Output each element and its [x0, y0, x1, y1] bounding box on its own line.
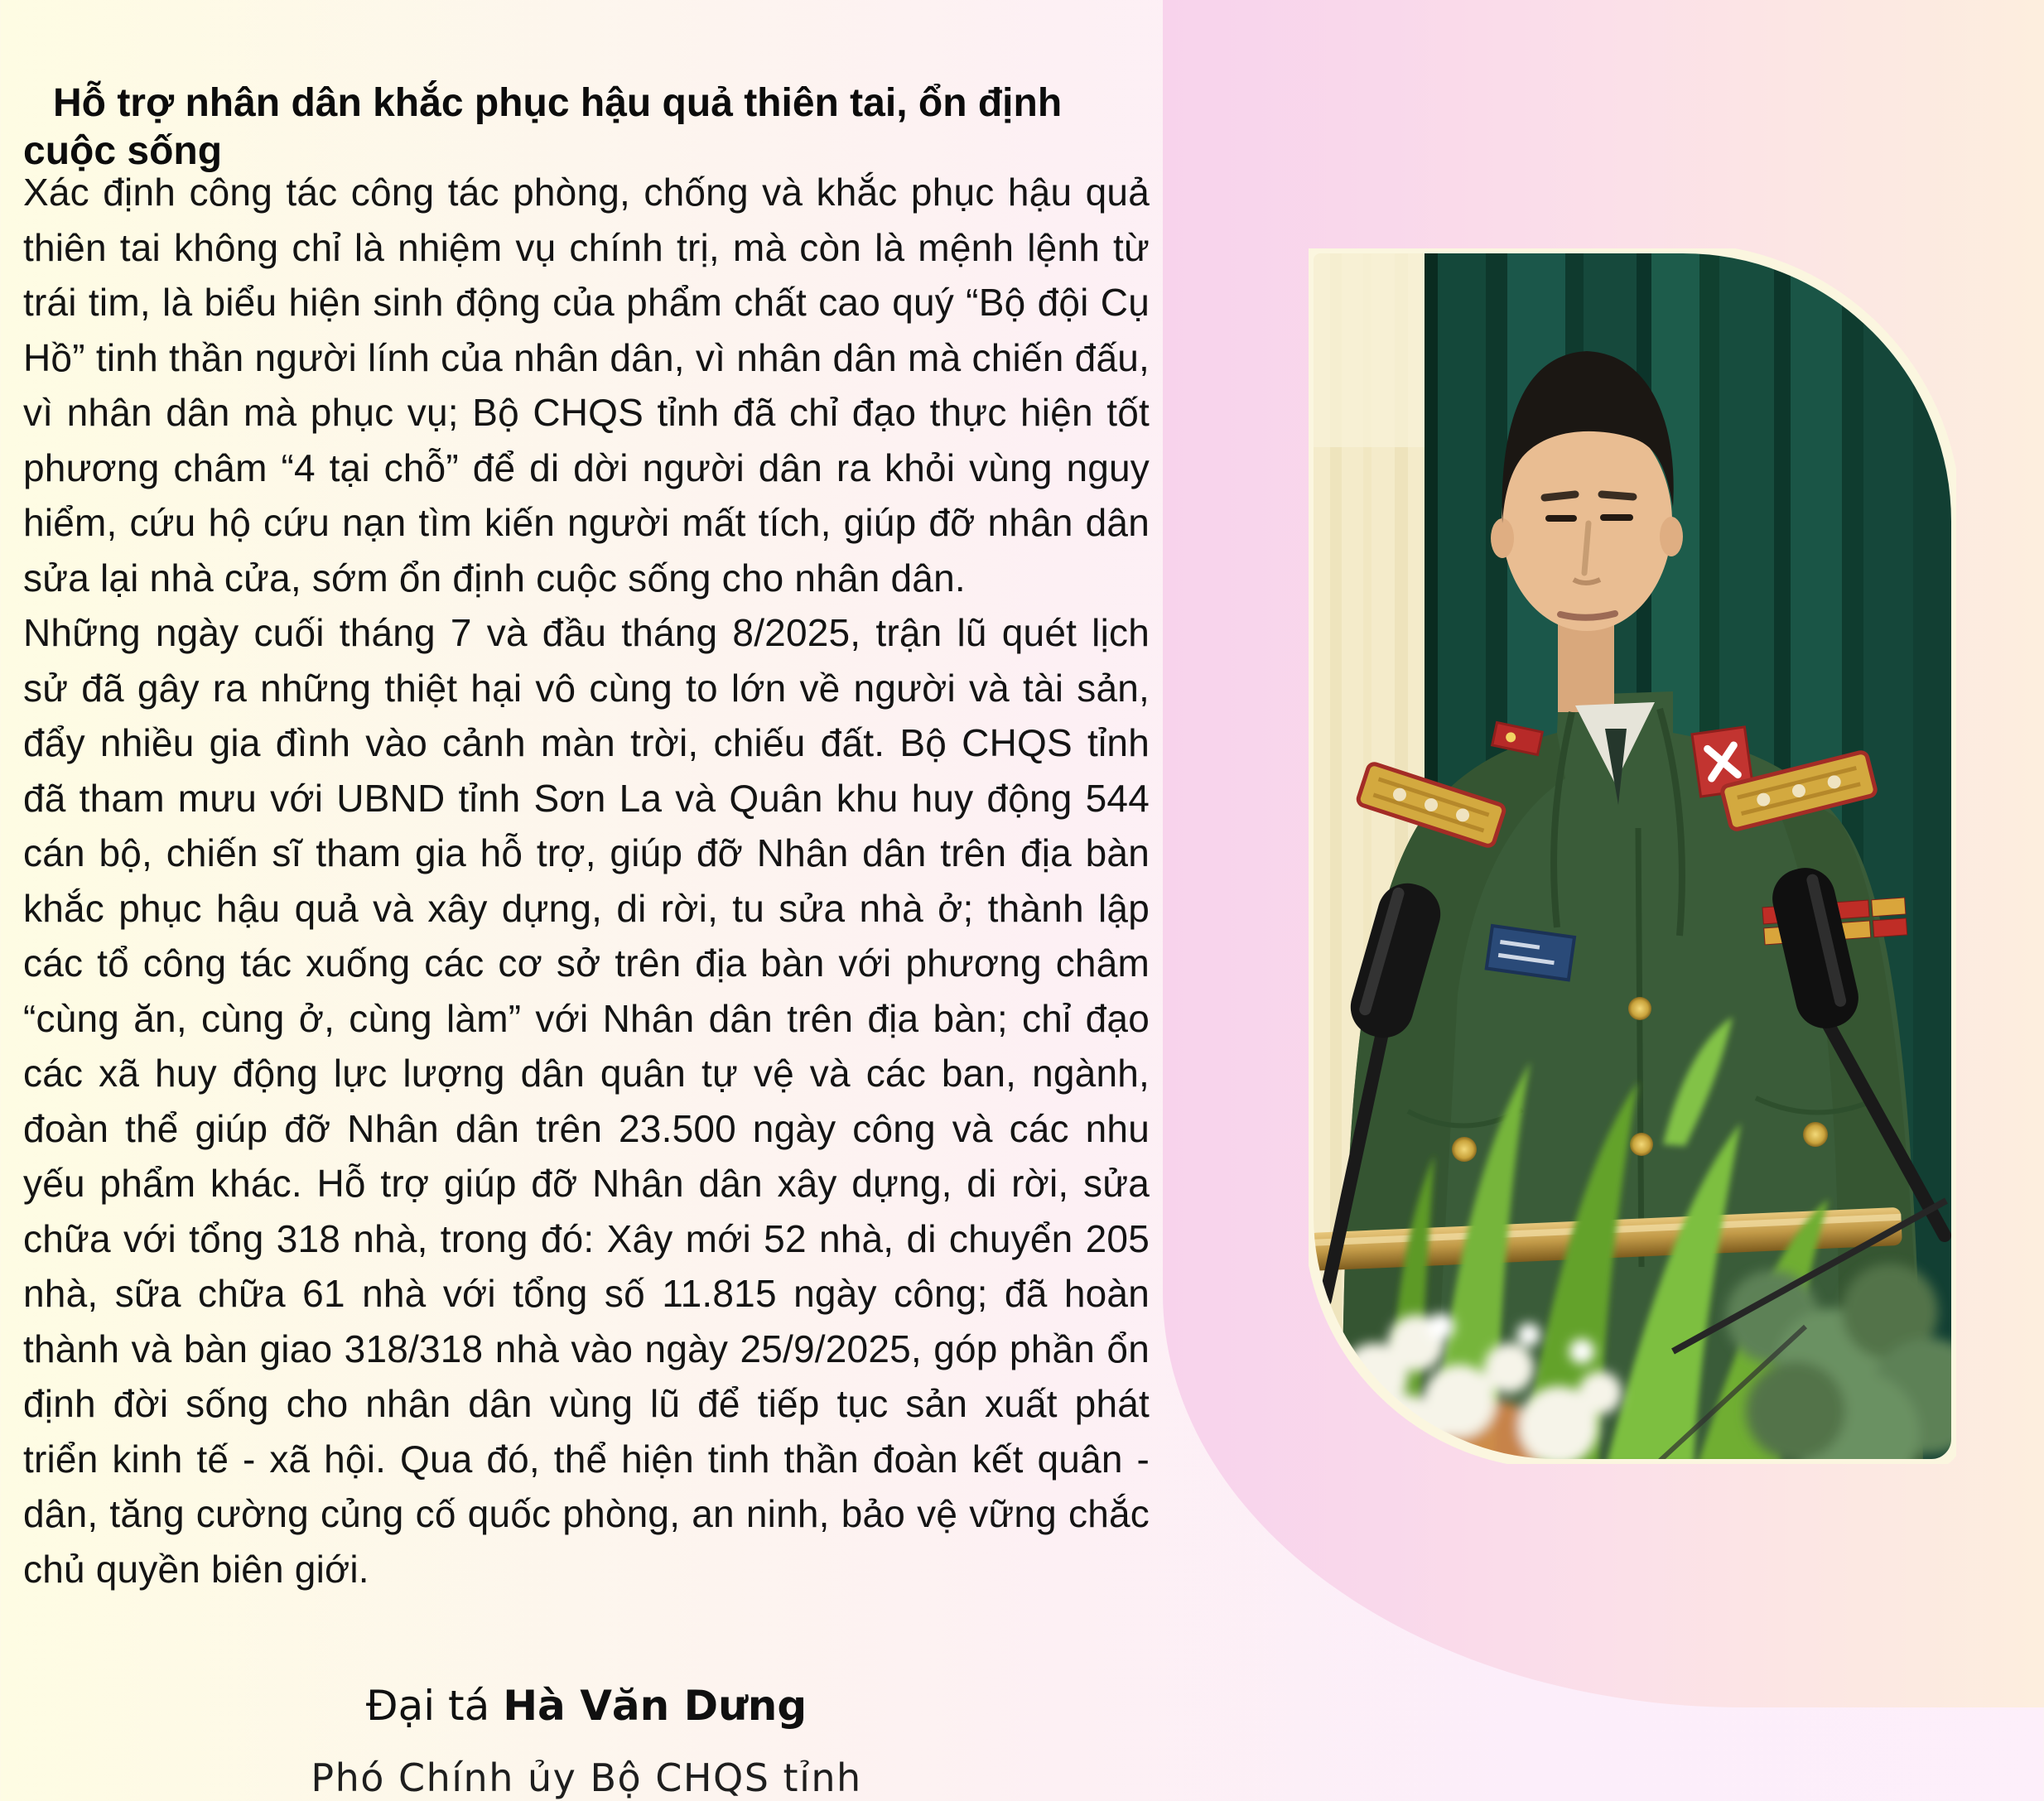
name-badge [1487, 926, 1574, 980]
uniform-button [1803, 1122, 1828, 1147]
article-body [23, 165, 1150, 1800]
author-title: Phó Chính ủy Bộ CHQS tỉnh [311, 1755, 862, 1800]
author-rank-name [23, 1680, 1150, 1731]
uniform-button [1630, 1133, 1653, 1156]
uniform-button [1452, 1137, 1477, 1162]
officer-photo [1309, 248, 1956, 1464]
article-paragraph-1: Xác định công tác công tác phòng, chống và khắc phục hậu quả thiên tai không chỉ là nhiệm vụ chính trị, mà còn là mệnh lệnh từ trái tim, là biểu hiện sinh động của phẩm chất cao quý “Bộ đội Cụ Hồ” tinh thần người lính của nhân dân, vì nhân dân mà chiến đấu, vì nhân dân mà phục vụ; Bộ CHQS tỉnh đã chỉ đạo thực hiện tốt phương châm “4 tại chỗ” để di dời người dân ra khỏi vùng nguy hiểm, cứu hộ cứu nạn tìm kiến người mất tích, giúp đỡ nhân dân sửa lại nhà cửa, sớm ổn định cuộc sống cho nhân dân. [23, 171, 1150, 600]
article-heading: Hỗ trợ nhân dân khắc phục hậu quả thiên tai, ổn định cuộc sống [23, 81, 1063, 173]
author-rank: Đại tá [365, 1682, 490, 1730]
article-paragraph-2: Những ngày cuối tháng 7 và đầu tháng 8/2025, trận lũ quét lịch sử đã gây ra những thiệt hại vô cùng to lớn về người và tài sản, đẩy nhiều gia đình vào cảnh màn trời, chiếu đất. Bộ CHQS tỉnh đã tham mưu với UBND tỉnh Sơn La và Quân khu huy động 544 cán bộ, chiến sĩ tham gia hỗ trợ, giúp đỡ Nhân dân trên địa bàn khắc phục hậu quả và xây dựng, di rời, tu sửa nhà ở; thành lập các tổ công tác xuống các cơ sở trên địa bàn với phương châm “cùng ăn, cùng ở, cùng làm” với Nhân dân trên địa bàn; chỉ đạo các xã huy động lực lượng dân quân tự vệ và các ban, ngành, đoàn thể giúp đỡ Nhân dân trên 23.500 ngày công và các nhu yếu phẩm khác. Hỗ trợ giúp đỡ Nhân dân xây dựng, di rời, sửa chữa với tổng 318 nhà, trong đó: Xây mới 52 nhà, di chuyển 205 nhà, sữa chữa 61 nhà với tổng số 11.815 ngày công; đã hoàn thành và bàn giao 318/318 nhà vào ngày 25/9/2025, góp phần ổn định đời sống cho nhân dân vùng lũ để tiếp tục sản xuất phát triển kinh tế - xã hội. Qua đó, thể hiện tinh thần đoàn kết quân - dân, tăng cường củng cố quốc phòng, an ninh, bảo vệ vững chắc chủ quyền biên giới. [23, 611, 1150, 1591]
officer-photo-illustration [1309, 248, 1956, 1464]
article-signature [23, 1680, 1150, 1801]
uniform-button [1628, 997, 1651, 1020]
author-name: Hà Văn Dưng [503, 1682, 807, 1730]
